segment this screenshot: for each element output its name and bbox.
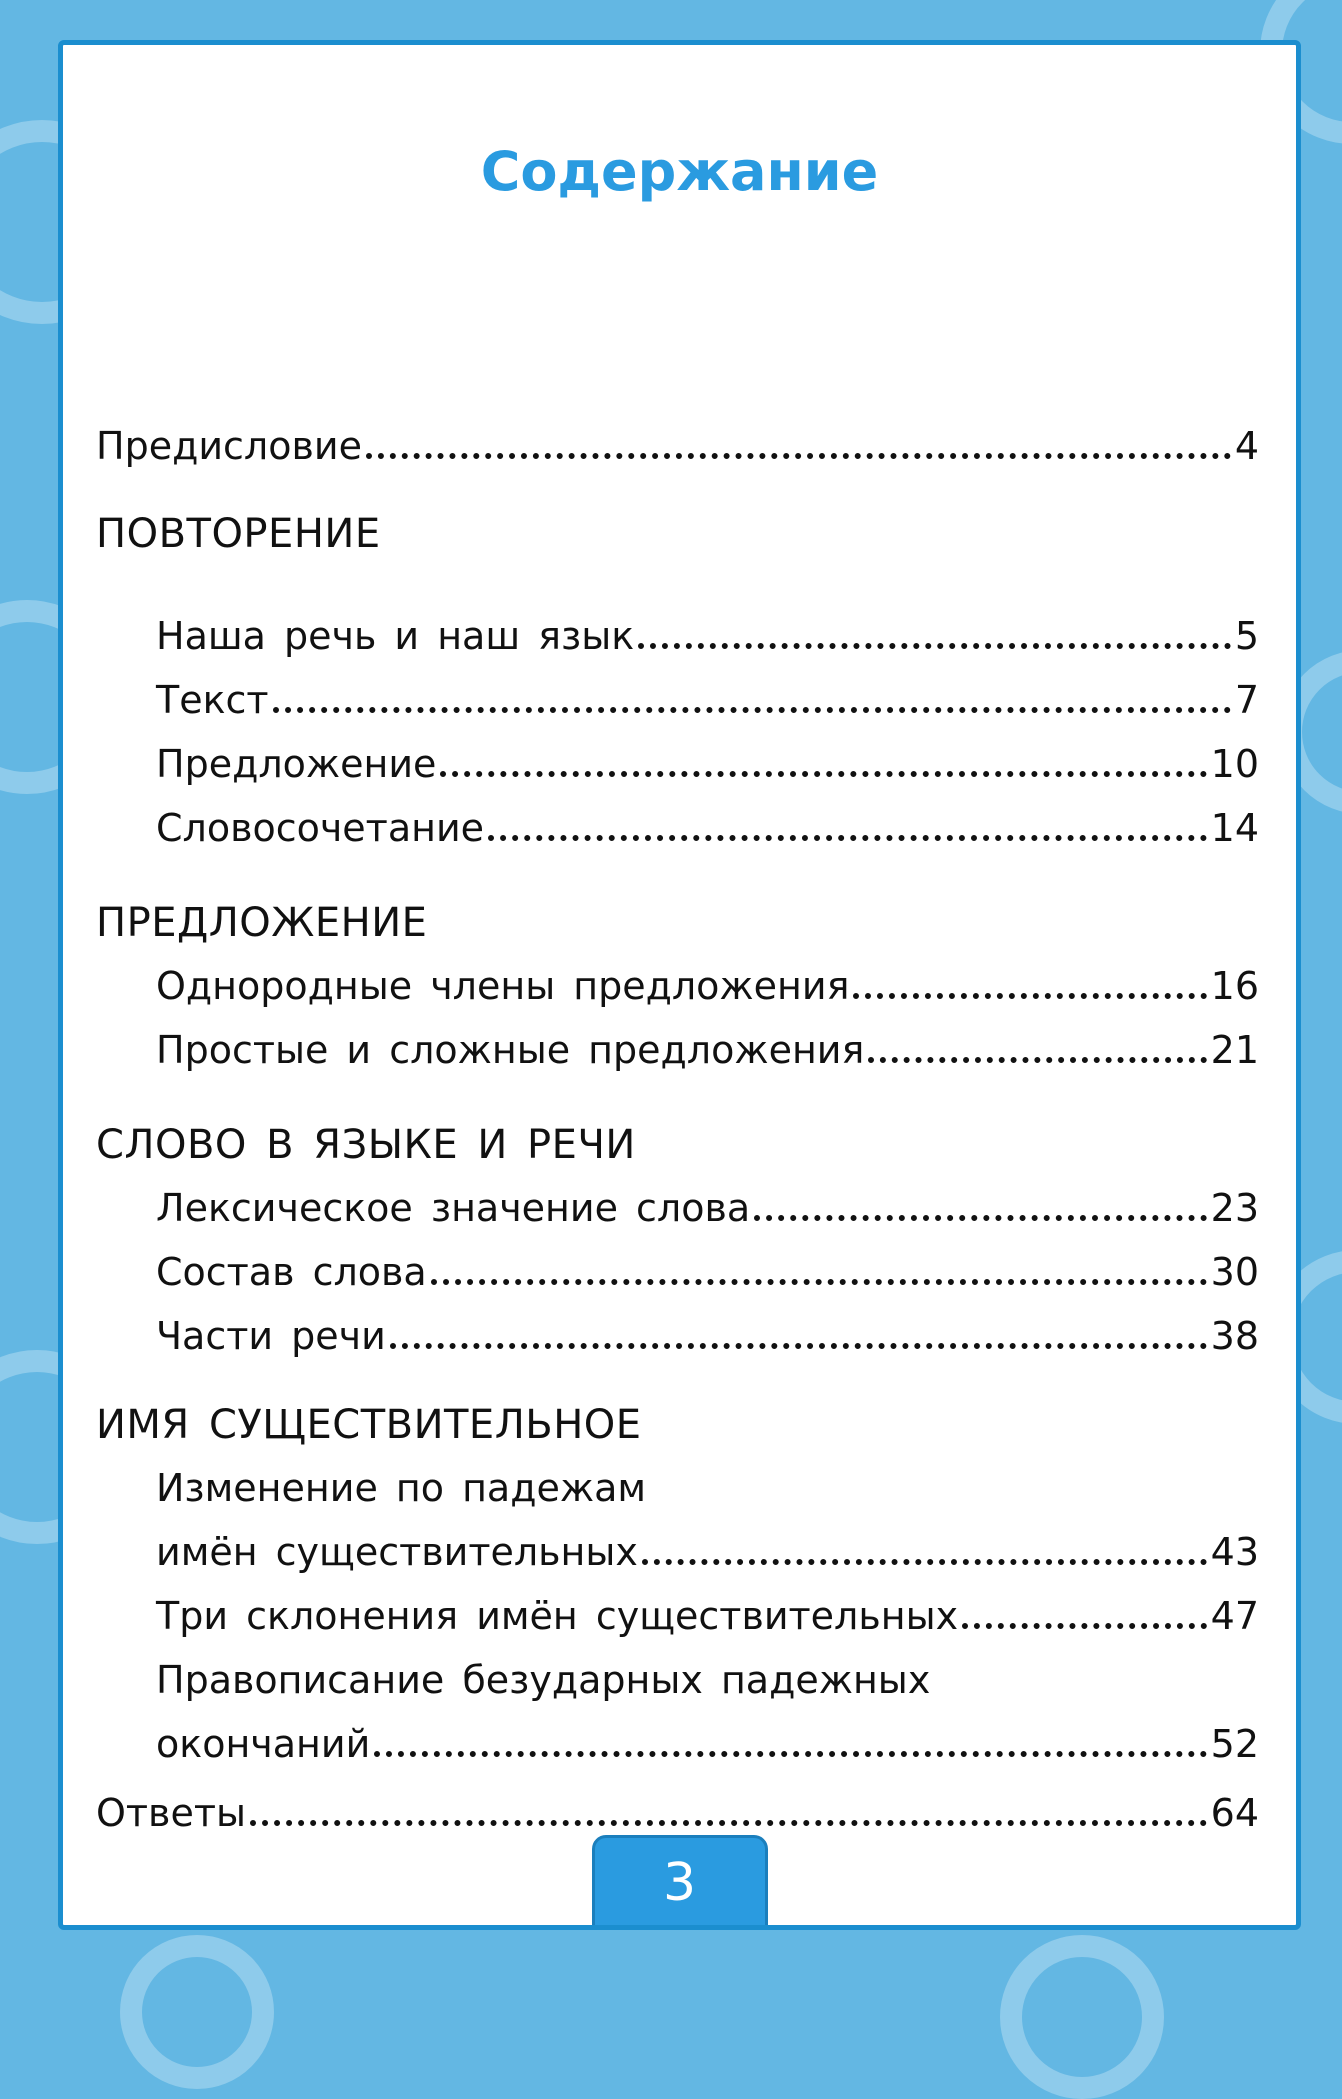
- toc-entry-page: 16: [1210, 964, 1259, 1008]
- toc-entry-label: Наша речь и наш язык: [156, 614, 635, 658]
- toc-entry-page: 47: [1210, 1594, 1259, 1638]
- toc-entry-label: Части речи: [156, 1314, 386, 1358]
- content-page: [58, 40, 1301, 1930]
- dot-leader: [638, 643, 1231, 649]
- dot-leader: [962, 1623, 1207, 1629]
- toc-entry-label: Лексическое значение слова: [156, 1186, 751, 1230]
- page-title: Содержание: [480, 140, 879, 203]
- dot-leader: [390, 1343, 1207, 1349]
- toc-entry-page: 23: [1210, 1186, 1259, 1230]
- dot-leader: [431, 1279, 1207, 1285]
- toc-section-heading: СЛОВО В ЯЗЫКЕ И РЕЧИ: [96, 1122, 636, 1168]
- toc-section-heading: ИМЯ СУЩЕСТВИТЕЛЬНОЕ: [96, 1402, 642, 1448]
- toc-entry-label: Предисловие: [96, 424, 362, 468]
- dot-leader: [868, 1057, 1206, 1063]
- toc-entry[interactable]: [156, 805, 1259, 851]
- toc-entry-label: Простые и сложные предложения: [156, 1028, 865, 1072]
- toc-entry-preface[interactable]: [96, 423, 1259, 469]
- toc-entry-page: 43: [1210, 1530, 1259, 1574]
- dot-leader: [754, 1215, 1206, 1221]
- dot-leader: [250, 1820, 1207, 1826]
- toc-entry-page: 30: [1210, 1250, 1259, 1294]
- toc-entry-page: 7: [1234, 678, 1259, 722]
- dot-leader: [273, 707, 1231, 713]
- toc-entry-page: 52: [1210, 1722, 1259, 1766]
- toc-section-heading: ПРЕДЛОЖЕНИЕ: [96, 900, 428, 946]
- toc-entry-page: 21: [1210, 1028, 1259, 1072]
- toc-entry-label: Ответы: [96, 1791, 246, 1835]
- toc-entry-page: 14: [1210, 806, 1259, 850]
- toc-entry[interactable]: [156, 677, 1259, 723]
- toc-entry-label: Однородные члены предложения: [156, 964, 850, 1008]
- toc-entry-page: 4: [1234, 424, 1259, 468]
- dot-leader: [374, 1751, 1206, 1757]
- dot-leader: [488, 835, 1207, 841]
- toc-entry-label: окончаний: [156, 1722, 371, 1766]
- dot-leader: [366, 453, 1231, 459]
- toc-entry[interactable]: [156, 1185, 1259, 1231]
- page-number-tab: 3: [592, 1835, 768, 1930]
- toc-section-heading: ПОВТОРЕНИЕ: [96, 511, 381, 557]
- toc-entry-first-line: Правописание безударных падежных: [156, 1658, 931, 1702]
- toc-entry[interactable]: [156, 1313, 1259, 1359]
- toc-entry[interactable]: [156, 741, 1259, 787]
- toc-entry-label: Состав слова: [156, 1250, 427, 1294]
- toc-entry[interactable]: [156, 613, 1259, 659]
- toc-entry-label: Словосочетание: [156, 806, 485, 850]
- toc-entry-label: имён существительных: [156, 1530, 638, 1574]
- toc-entry-page: 10: [1210, 742, 1259, 786]
- toc-entry-label: Три склонения имён существительных: [156, 1594, 959, 1638]
- toc-entry[interactable]: [156, 1529, 1259, 1575]
- toc-entry-page: 38: [1210, 1314, 1259, 1358]
- toc-entry-answers[interactable]: [96, 1790, 1259, 1836]
- toc-entry-label: Предложение: [156, 742, 437, 786]
- toc-entry-page: 5: [1234, 614, 1259, 658]
- toc-entry[interactable]: [156, 1721, 1259, 1767]
- dot-leader: [853, 993, 1206, 999]
- swirl-decoration: [1000, 1935, 1164, 2099]
- swirl-decoration: [120, 1935, 274, 2089]
- toc-entry-page: 64: [1210, 1791, 1259, 1835]
- dot-leader: [642, 1559, 1207, 1565]
- toc-entry[interactable]: [156, 1027, 1259, 1073]
- dot-leader: [440, 771, 1206, 777]
- toc-entry[interactable]: [156, 1249, 1259, 1295]
- toc-entry[interactable]: [156, 1593, 1259, 1639]
- toc-entry-label: Текст: [156, 678, 269, 722]
- toc-entry-first-line: Изменение по падежам: [156, 1466, 647, 1510]
- toc-entry[interactable]: [156, 963, 1259, 1009]
